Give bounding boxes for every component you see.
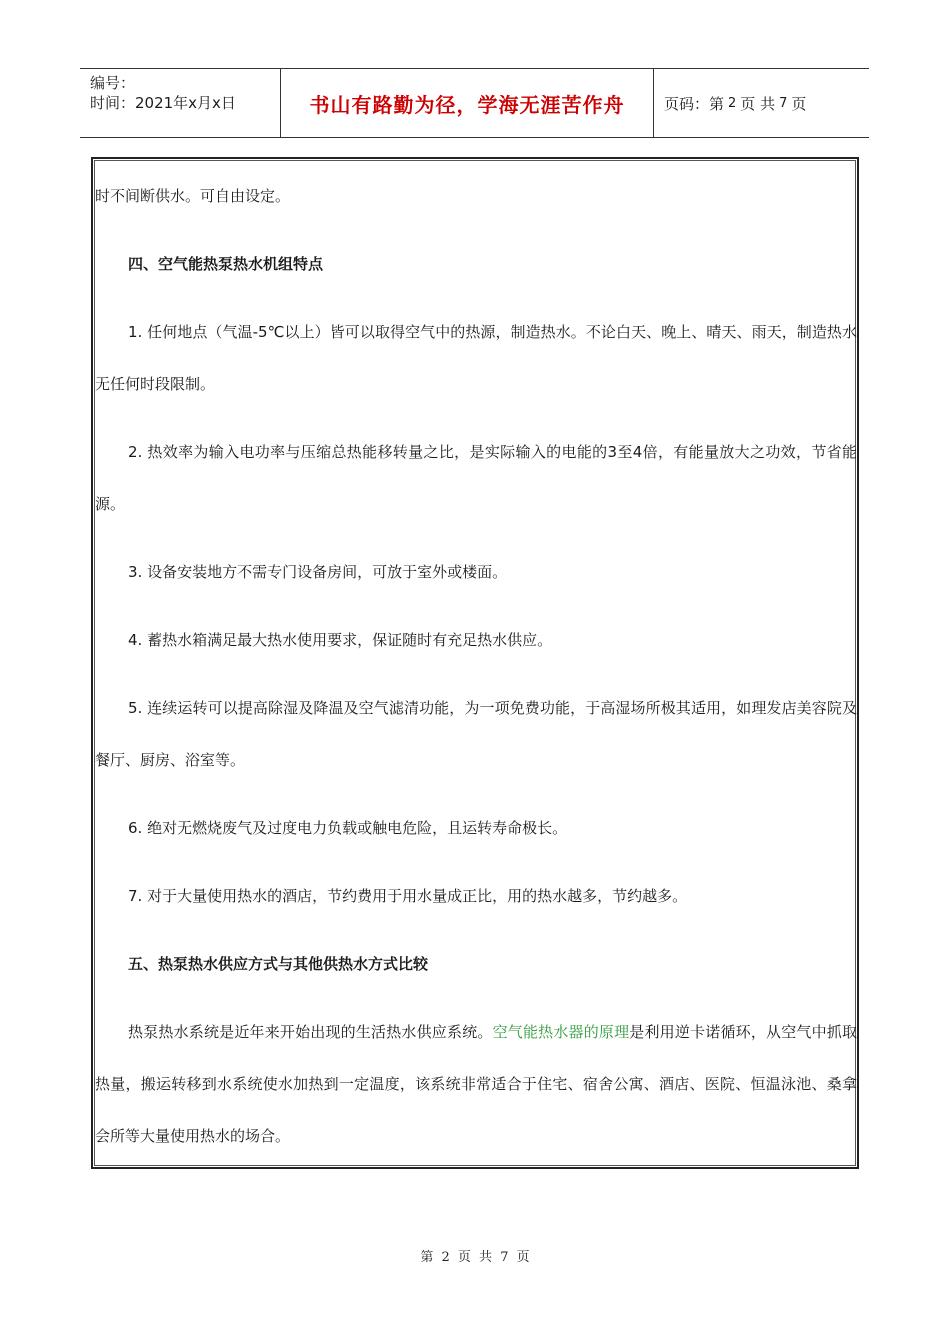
feature-item-5: 5. 连续运转可以提高除湿及降温及空气滤清功能，为一项免费功能，于高湿场所极其适用，如理发店美容院及餐厅、厨房、浴室等。 [95,699,857,769]
paragraph-text-before: 热泵热水系统是近年来开始出现的生活热水供应系统。 [128,1023,493,1041]
feature-item-6: 6. 绝对无燃烧废气及过度电力负载或触电危险，且运转寿命极长。 [128,819,568,837]
document-body [95,170,857,1178]
page-total: 7 [779,95,788,111]
header-page-info [654,69,869,137]
feature-item-7: 7. 对于大量使用热水的酒店，节约费用于用水量成正比，用的热水越多，节约越多。 [128,887,688,905]
feature-item-1: 1. 任何地点（气温-5℃以上）皆可以取得空气中的热源，制造热水。不论白天、晚上、晴天、雨天，制造热水无任何时段限制。 [95,323,857,393]
header-meta [80,69,281,137]
time-label: 时间：2021年x月x日 [90,94,236,112]
page-suffix: 页 [791,94,807,113]
section-heading-5: 五、热泵热水供应方式与其他供热水方式比较 [128,955,429,973]
page-prefix: 页码：第 [664,94,725,113]
page-middle: 页 共 [740,94,776,113]
feature-item-2: 2. 热效率为输入电功率与压缩总热能移转量之比，是实际输入的电能的3至4倍，有能量放大之功效，节省能源。 [95,443,857,513]
paragraph-continuation: 时不间断供水。可自由设定。 [95,187,291,205]
feature-item-3: 3. 设备安装地方不需专门设备房间，可放于室外或楼面。 [128,563,508,581]
comparison-paragraph [95,1006,857,1162]
paragraph-text-after: 是利用逆卡诺循环，从空气中抓取热量，搬运转移到水系统使水加热到一定温度，该系统非常适合于住宅、宿舍公寓、酒店、医院、恒温泳池、桑拿会所等大量使用热水的场合。 [95,1023,857,1145]
feature-item-4: 4. 蓄热水箱满足最大热水使用要求，保证随时有充足热水供应。 [128,631,553,649]
header-motto: 书山有路勤为径，学海无涯苦作舟 [281,69,654,137]
page-footer: 第 2 页 共 7 页 [420,1250,530,1265]
page-current: 2 [728,95,737,111]
section-heading-4: 四、空气能热泵热水机组特点 [128,255,324,273]
document-header [80,68,869,138]
air-heater-principle-link[interactable]: 空气能热水器的原理 [492,1023,630,1041]
number-label: 编号： [90,74,136,92]
